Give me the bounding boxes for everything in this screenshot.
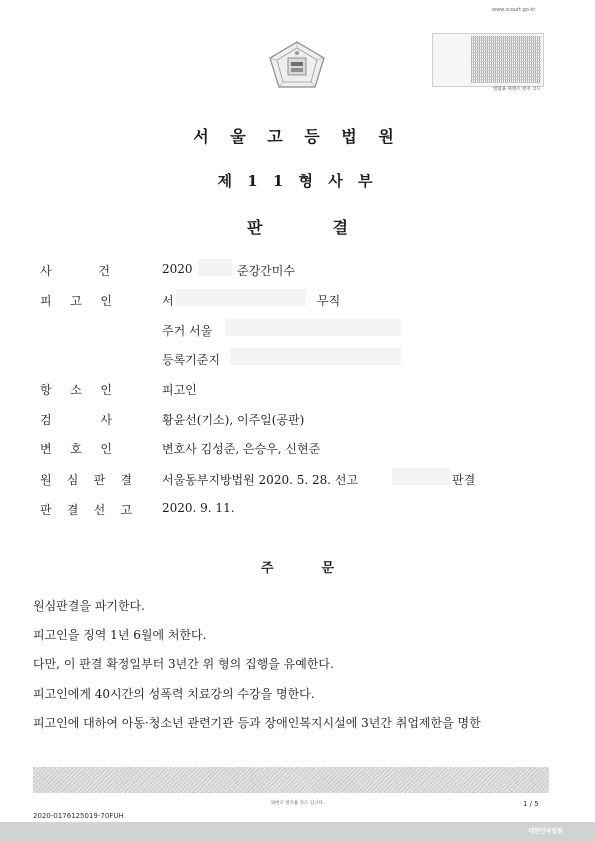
defendant-label: 피 고 인	[40, 294, 112, 308]
qr-caption: 열람용 위변조 방지 코드	[493, 87, 541, 92]
anti-forgery-code-box	[432, 33, 544, 87]
defense-counsel-label: 변 호 인	[40, 442, 112, 456]
document-type-char: 판	[247, 218, 263, 237]
defendant-occupation: 무직	[317, 294, 341, 308]
case-name: 준강간미수	[237, 264, 295, 278]
order-paragraph: 피고인에 대하여 아동·청소년 관련기관 등과 장애인복지시설에 3년간 취업제한을 명한	[33, 716, 481, 730]
redacted-area	[226, 319, 401, 336]
order-paragraph: 다만, 이 판결 확정일부터 3년간 위 형의 집행을 유예한다.	[33, 657, 334, 671]
document-type-char: 결	[332, 218, 348, 237]
appellant-label: 항 소 인	[40, 383, 112, 397]
appellant-value: 피고인	[162, 383, 197, 397]
page-number: 1 / 5	[523, 800, 539, 808]
redacted-area	[392, 468, 450, 485]
prosecutor-label: 검 사	[40, 413, 112, 427]
document-type-title	[0, 215, 595, 238]
defendant-address: 주거 서울	[162, 324, 213, 338]
order-paragraph: 원심판결을 파기한다.	[33, 599, 145, 613]
order-heading: 주 문	[260, 561, 335, 576]
document-id: 2020-0176125019-70FUH	[33, 812, 124, 820]
original-judgment-label: 원 심 판 결	[40, 473, 132, 487]
original-judgment-suffix: 판결	[452, 473, 476, 487]
order-paragraph: 피고인을 징역 1년 6월에 처한다.	[33, 628, 207, 642]
redacted-area	[230, 348, 401, 365]
judgment-date-label: 판 결 선 고	[40, 503, 132, 517]
court-seal-emblem	[266, 40, 328, 90]
defendant-name: 서	[162, 294, 174, 308]
judgment-date-value: 2020. 9. 11.	[162, 501, 235, 515]
court-mark: 대한민국법원	[528, 828, 563, 835]
court-name: 서 울 고 등 법 원	[193, 127, 402, 146]
division-name: 제 1 1 형 사 부	[217, 172, 378, 190]
case-year: 2020	[162, 262, 193, 276]
defense-counsel-value: 변호사 김성준, 은승우, 신현준	[162, 442, 321, 456]
anti-forgery-note: 위변조 방지용 코드 입니다.	[270, 801, 325, 806]
anti-forgery-band	[33, 767, 549, 793]
registration-base: 등록기준지	[162, 353, 220, 367]
bottom-bar	[0, 822, 595, 842]
case-number-label: 사 건	[40, 264, 110, 278]
anti-forgery-qr-code	[471, 36, 541, 83]
order-paragraph: 피고인에게 40시간의 성폭력 치료강의 수강을 명한다.	[33, 687, 315, 701]
prosecutor-value: 황윤선(기소), 이주일(공판)	[162, 413, 305, 427]
original-judgment-value: 서울동부지방법원 2020. 5. 28. 선고	[162, 473, 359, 487]
court-website-url: www.scourt.go.kr	[492, 7, 536, 13]
redacted-area	[198, 259, 232, 276]
redacted-area	[176, 289, 306, 306]
